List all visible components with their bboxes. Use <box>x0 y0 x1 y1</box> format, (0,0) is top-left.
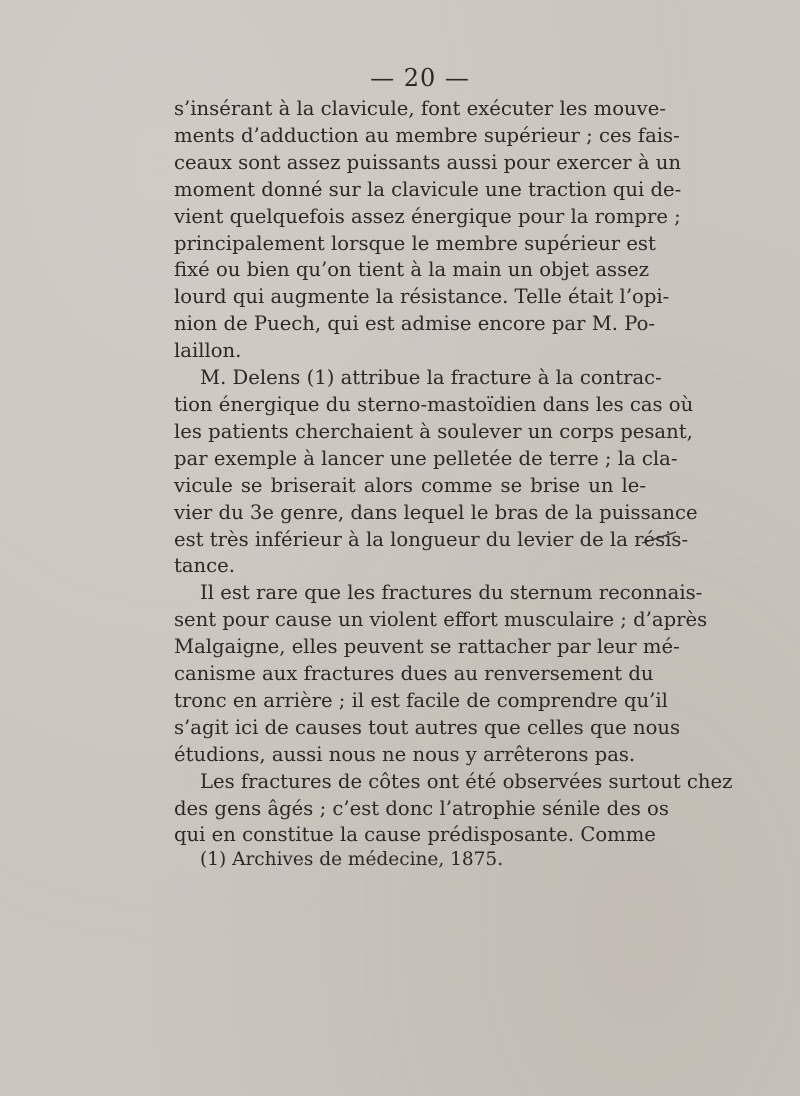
text-line: canisme aux fractures dues au renversement du <box>174 662 654 686</box>
text-line: les patients cherchaient à soulever un corps pesant, <box>174 419 693 443</box>
page-number: — 20 — <box>370 64 470 92</box>
text-line: ceaux sont assez puissants aussi pour exercer à un <box>174 150 682 174</box>
text-line: des gens âgés ; c’est donc l’atrophie sénile des os <box>174 796 669 820</box>
text-line: par exemple à lancer une pelletée de terre ; la cla- <box>174 446 678 470</box>
text-line: Malgaigne, elles peuvent se rattacher par leur mé- <box>174 635 680 659</box>
text-line: étudions, aussi nous ne nous y arrêterons pas. <box>174 742 636 766</box>
footnote: (1) Archives de médecine, 1875. <box>200 849 504 870</box>
text-line: tance. <box>174 554 235 578</box>
text-line: s’insérant à la clavicule, font exécuter les mouve- <box>174 97 666 120</box>
text-line: M. Delens (1) attribue la fracture à la contrac- <box>200 366 662 390</box>
text-line: Il est rare que les fractures du sternum reconnais- <box>200 581 703 605</box>
text-line: nion de Puech, qui est admise encore par M. Po- <box>174 312 656 336</box>
text-line: moment donné sur la clavicule une traction qui de- <box>174 177 682 201</box>
body-text <box>174 96 733 849</box>
text-line: tion énergique du sterno-mastoïdien dans les cas où <box>174 392 694 416</box>
text-line: vicule se briserait alors comme se brise un le- <box>174 473 646 497</box>
text-line: laillon. <box>174 339 242 363</box>
text-line: ments d’adduction au membre supérieur ; ces fais- <box>174 123 680 147</box>
text-line: qui en constitue la cause prédisposante. Comme <box>174 823 656 847</box>
text-line: tronc en arrière ; il est facile de comprendre qu’il <box>174 688 668 712</box>
text-line: sent pour cause un violent effort musculaire ; d’après <box>174 608 708 632</box>
text-line: Les fractures de côtes ont été observées surtout chez <box>200 769 733 793</box>
text-line: fixé ou bien qu’on tient à la main un objet assez <box>174 258 650 282</box>
text-line: vier du 3e genre, dans lequel le bras de la puissance <box>174 500 698 524</box>
text-line: lourd qui augmente la résistance. Telle était l’opi- <box>174 285 670 309</box>
text-line: vient quelquefois assez énergique pour la rompre ; <box>174 204 681 228</box>
text-line: s’agit ici de causes tout autres que celles que nous <box>174 715 681 739</box>
text-line: est très inférieur à la longueur du levier de la résis- <box>174 527 689 551</box>
text-line: principalement lorsque le membre supérieur est <box>174 231 656 255</box>
pencil-mark-icon <box>640 530 678 546</box>
